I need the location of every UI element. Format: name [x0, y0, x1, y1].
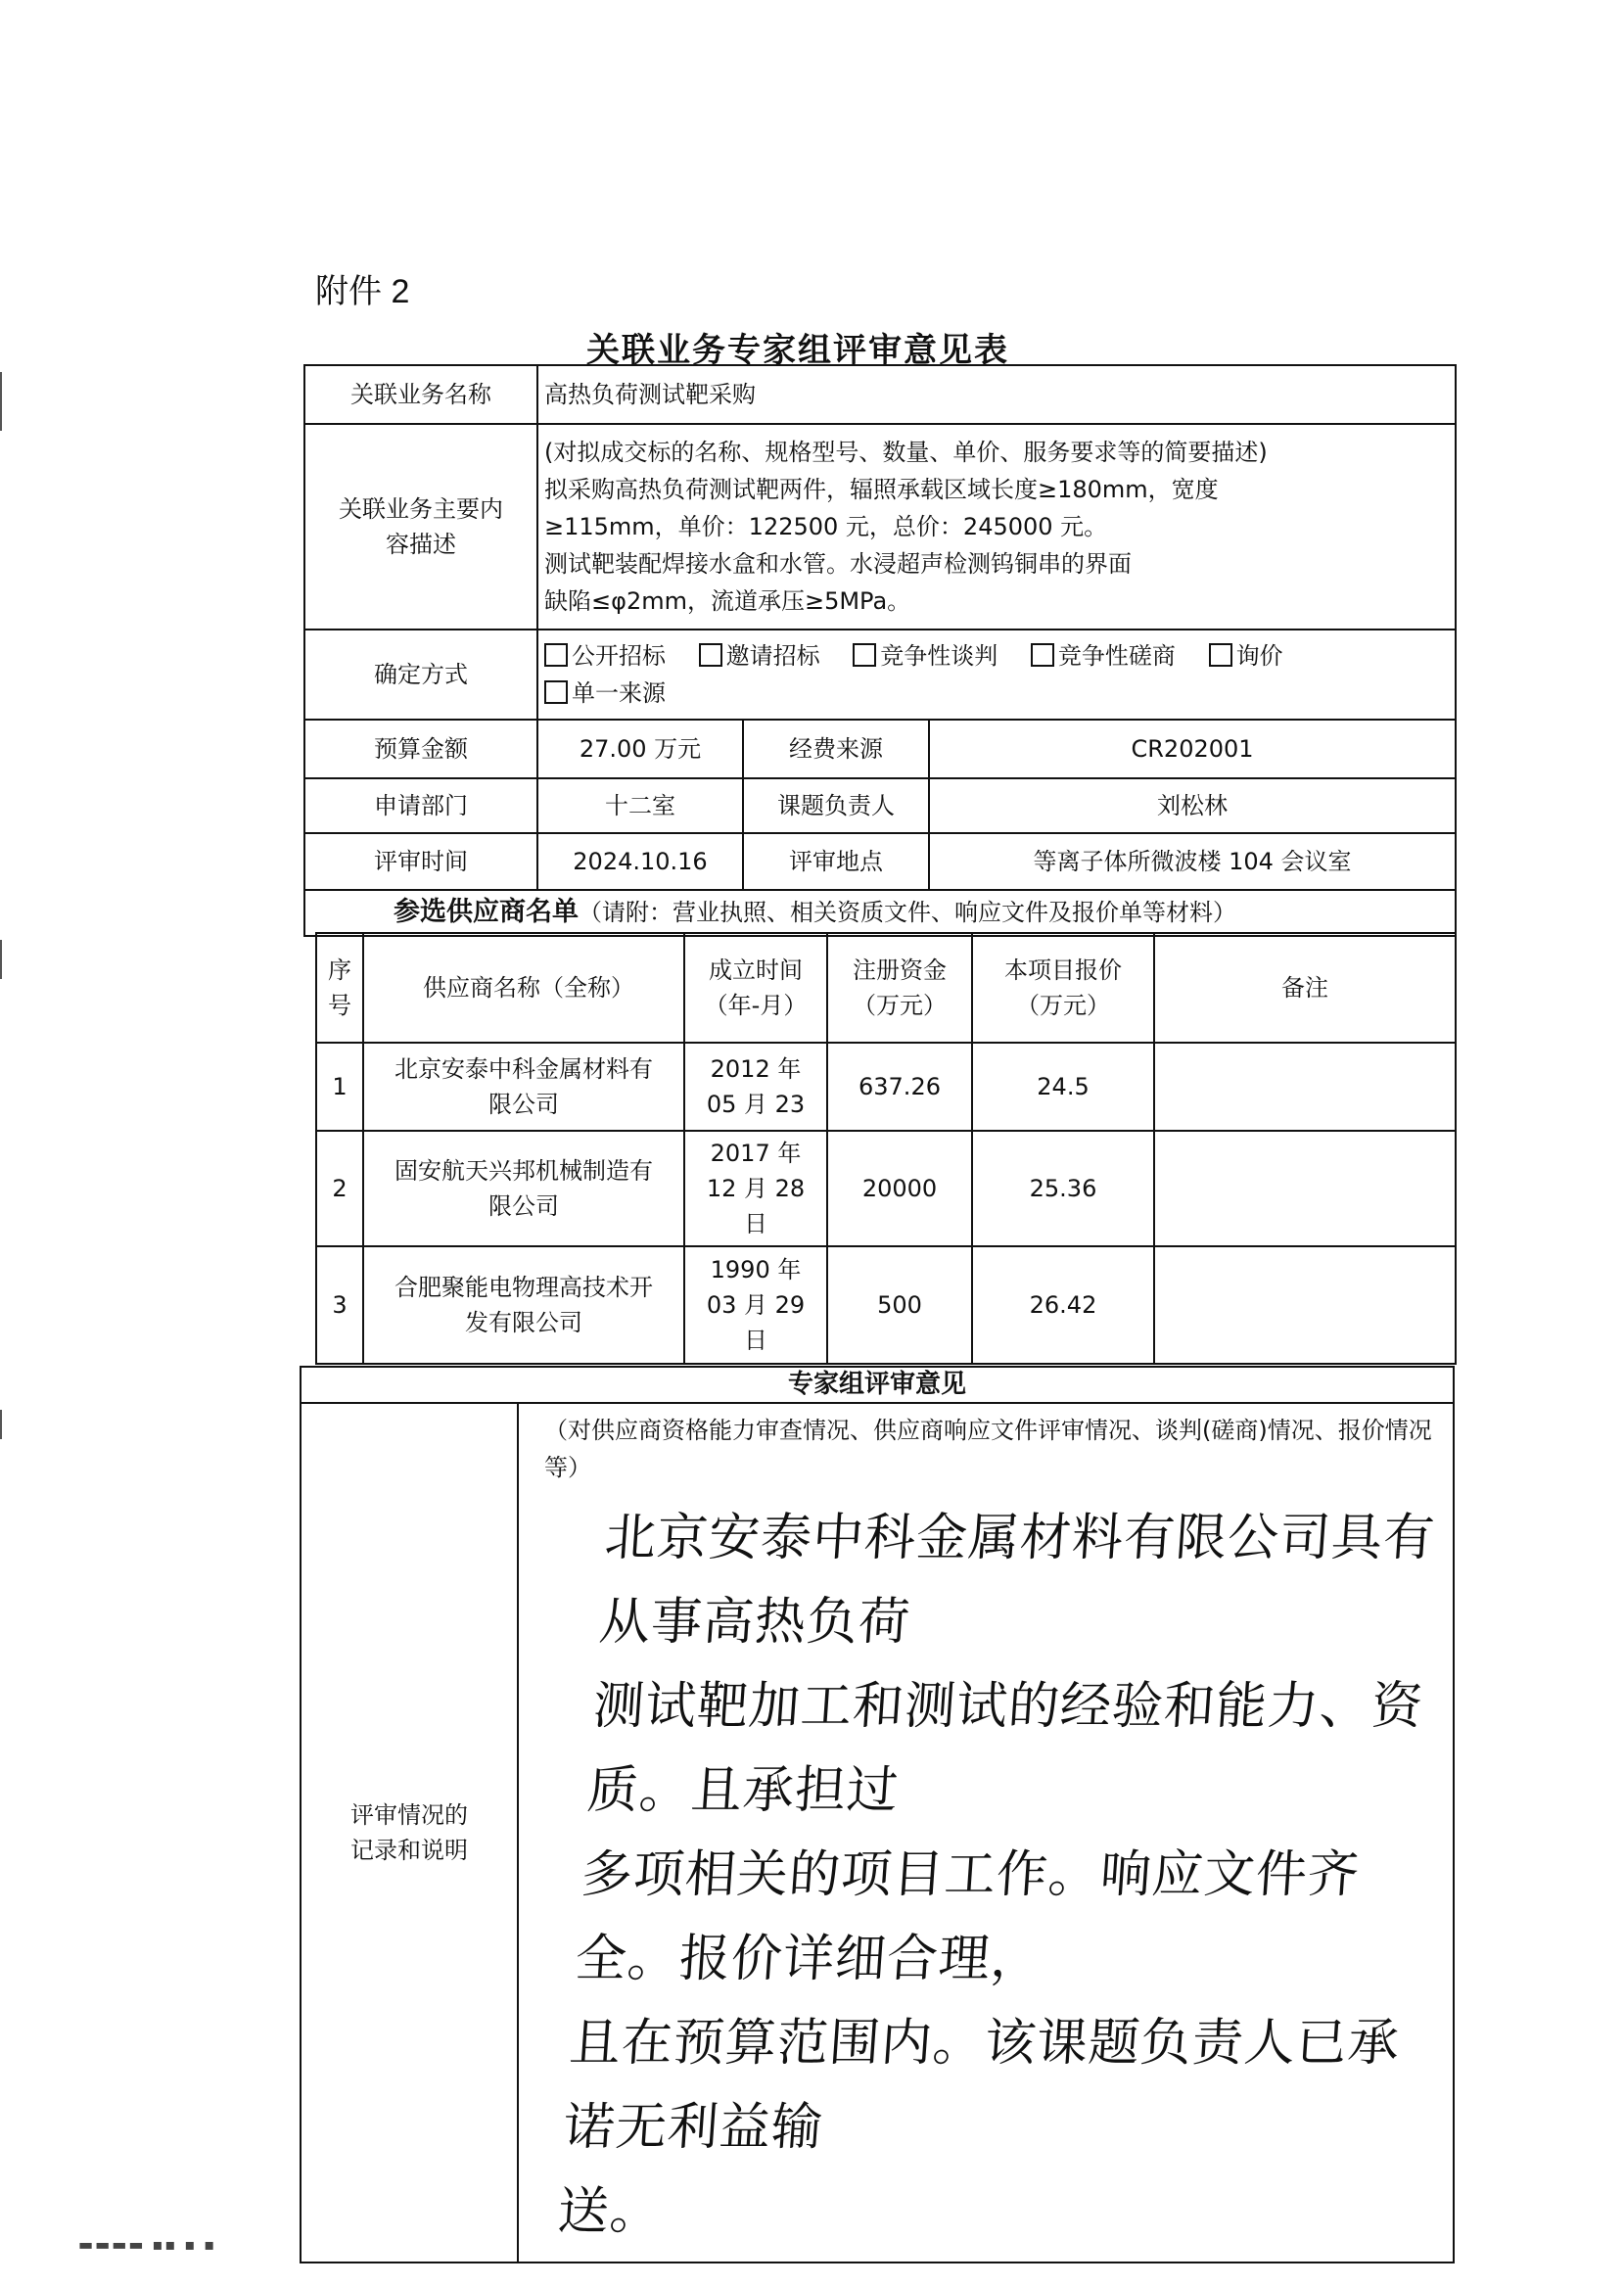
col-header-capital: 注册资金（万元） — [827, 933, 972, 1043]
review-time-value: 2024.10.16 — [537, 833, 743, 890]
supplier-section-header — [304, 890, 1456, 936]
supplier-founded: 2017 年 12 月 28 日 — [684, 1131, 827, 1246]
supplier-name: 固安航天兴邦机械制造有限公司 — [363, 1131, 684, 1246]
supplier-capital: 637.26 — [827, 1043, 972, 1131]
scan-footer-mark: ▬▬▬▬ ▪▪ ▪ ▪ — [78, 2235, 217, 2254]
checkbox-icon[interactable] — [544, 643, 568, 667]
budget-value: 27.00 万元 — [537, 720, 743, 778]
pi-value: 刘松林 — [929, 778, 1456, 833]
method-option-invited-tender[interactable]: 邀请招标 — [699, 642, 820, 670]
method-options — [537, 630, 1456, 720]
table-row — [316, 1131, 1456, 1246]
method-option-single-source[interactable]: 单一来源 — [544, 679, 666, 707]
row-no: 3 — [316, 1246, 363, 1364]
opinion-section-title: 专家组评审意见 — [301, 1367, 1454, 1403]
description-line: (对拟成交标的名称、规格型号、数量、单价、服务要求等的简要描述) — [544, 439, 1268, 466]
attachment-label: 附件 2 — [315, 273, 410, 310]
form-title: 关联业务专家组评审意见表 — [586, 331, 1009, 370]
business-info-table — [303, 364, 1457, 937]
supplier-capital: 20000 — [827, 1131, 972, 1246]
table-row — [316, 1043, 1456, 1131]
main-content-label: 关联业务主要内容描述 — [304, 424, 537, 630]
supplier-section-title: 参选供应商名单 — [394, 897, 579, 927]
scan-edge-mark — [0, 940, 2, 979]
supplier-note — [1154, 1043, 1456, 1131]
opinion-content — [518, 1403, 1454, 2263]
opinion-table — [300, 1366, 1455, 2263]
supplier-section-note: （请附：营业执照、相关资质文件、响应文件及报价单等材料） — [579, 899, 1236, 926]
supplier-quote: 24.5 — [972, 1043, 1154, 1131]
method-label: 确定方式 — [304, 630, 537, 720]
description-line: ≥115mm，单价：122500 元，总价：245000 元。 — [544, 513, 1108, 540]
business-name-label: 关联业务名称 — [304, 365, 537, 424]
checkbox-icon[interactable] — [699, 643, 722, 667]
opinion-label: 评审情况的记录和说明 — [301, 1403, 518, 2263]
dept-label: 申请部门 — [304, 778, 537, 833]
opinion-instruction: （对供应商资格能力审查情况、供应商响应文件评审情况、谈判(磋商)情况、报价情况等） — [544, 1417, 1432, 1482]
method-option-inquiry[interactable]: 询价 — [1209, 642, 1283, 670]
handwritten-line: 且在预算范围内。该课题负责人已承诺无利益输 — [561, 2014, 1403, 2158]
handwritten-line: 北京安泰中科金属材料有限公司具有从事高热负荷 — [596, 1509, 1438, 1653]
main-content-description — [537, 424, 1456, 630]
checkbox-icon[interactable] — [853, 643, 876, 667]
checkbox-icon[interactable] — [544, 680, 568, 704]
supplier-name: 合肥聚能电物理高技术开发有限公司 — [363, 1246, 684, 1364]
review-place-label: 评审地点 — [743, 833, 929, 890]
scan-edge-mark — [0, 1410, 2, 1439]
dept-value: 十二室 — [537, 778, 743, 833]
supplier-table — [315, 932, 1457, 1365]
handwritten-opinion — [506, 1496, 1465, 2254]
supplier-quote: 25.36 — [972, 1131, 1154, 1246]
supplier-capital: 500 — [827, 1246, 972, 1364]
supplier-founded: 2012 年 05 月 23 — [684, 1043, 827, 1131]
col-header-founded: 成立时间（年-月） — [684, 933, 827, 1043]
col-header-quote: 本项目报价（万元） — [972, 933, 1154, 1043]
checkbox-icon[interactable] — [1209, 643, 1232, 667]
review-place-value: 等离子体所微波楼 104 会议室 — [929, 833, 1456, 890]
description-line: 测试靶装配焊接水盒和水管。水浸超声检测钨铜串的界面 — [544, 550, 1132, 578]
method-option-competitive-negotiation[interactable]: 竞争性谈判 — [853, 642, 998, 670]
description-line: 缺陷≤φ2mm，流道承压≥5MPa。 — [544, 587, 911, 615]
funding-label: 经费来源 — [743, 720, 929, 778]
business-name-value: 高热负荷测试靶采购 — [537, 365, 1456, 424]
supplier-note — [1154, 1131, 1456, 1246]
checkbox-icon[interactable] — [1031, 643, 1054, 667]
funding-value: CR202001 — [929, 720, 1456, 778]
description-line: 拟采购高热负荷测试靶两件，辐照承载区域长度≥180mm，宽度 — [544, 476, 1219, 503]
col-header-no: 序号 — [316, 933, 363, 1043]
col-header-name: 供应商名称（全称） — [363, 933, 684, 1043]
row-no: 1 — [316, 1043, 363, 1131]
method-option-open-tender[interactable]: 公开招标 — [544, 642, 666, 670]
scan-edge-mark — [0, 372, 2, 431]
handwritten-line: 多项相关的项目工作。响应文件齐全。报价详细合理， — [573, 1845, 1363, 1989]
supplier-founded: 1990 年 03 月 29 日 — [684, 1246, 827, 1364]
handwritten-line: 测试靶加工和测试的经验和能力、资质。且承担过 — [584, 1677, 1426, 1821]
supplier-note — [1154, 1246, 1456, 1364]
handwritten-line: 送。 — [555, 2182, 665, 2242]
col-header-note: 备注 — [1154, 933, 1456, 1043]
row-no: 2 — [316, 1131, 363, 1246]
supplier-name: 北京安泰中科金属材料有限公司 — [363, 1043, 684, 1131]
review-time-label: 评审时间 — [304, 833, 537, 890]
budget-label: 预算金额 — [304, 720, 537, 778]
supplier-quote: 26.42 — [972, 1246, 1154, 1364]
table-row — [316, 1246, 1456, 1364]
pi-label: 课题负责人 — [743, 778, 929, 833]
method-option-competitive-consultation[interactable]: 竞争性磋商 — [1031, 642, 1176, 670]
